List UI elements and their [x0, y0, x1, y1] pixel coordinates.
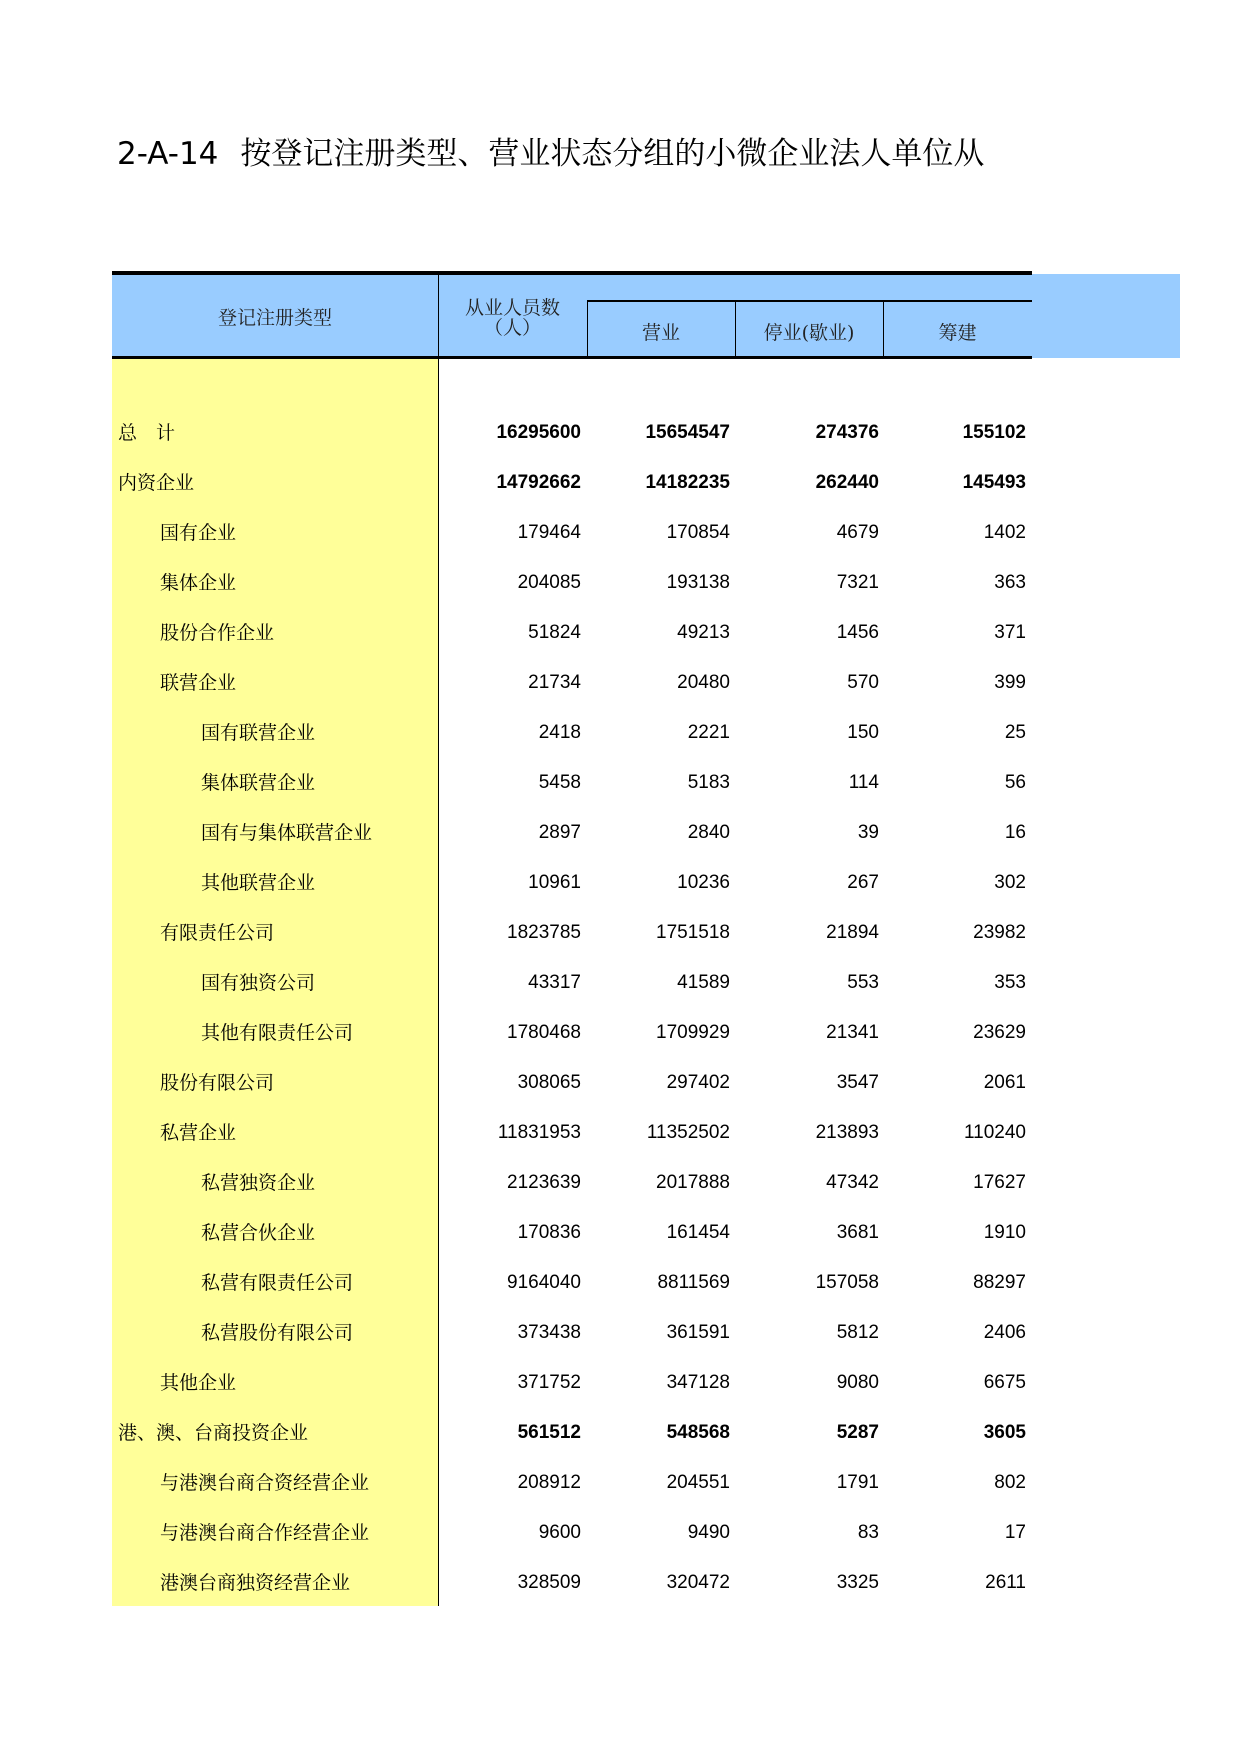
suspended-cell: 262440: [815, 472, 879, 493]
operating-cell: 49213: [677, 622, 730, 643]
row-label: 集体企业: [160, 572, 237, 594]
table-row: [112, 1263, 1032, 1303]
table-row: [112, 1313, 1032, 1353]
row-label: 私营股份有限公司: [201, 1322, 354, 1344]
table-row: [112, 913, 1032, 953]
suspended-cell: 3325: [836, 1572, 879, 1593]
preparing-cell: 23629: [973, 1022, 1026, 1043]
preparing-cell: 2061: [983, 1072, 1026, 1093]
suspended-cell: 7321: [836, 572, 879, 593]
row-label: 集体联营企业: [201, 772, 316, 794]
preparing-cell: 25: [1004, 722, 1026, 743]
operating-cell: 20480: [677, 672, 730, 693]
row-label: 港澳台商独资经营企业: [160, 1572, 351, 1594]
operating-cell: 10236: [677, 872, 730, 893]
suspended-cell: 157058: [815, 1272, 879, 1293]
preparing-cell: 353: [994, 972, 1026, 993]
employees-cell: 21734: [528, 672, 581, 693]
operating-cell: 1751518: [656, 922, 730, 943]
suspended-cell: 39: [857, 822, 879, 843]
header-suspended: 停业(歇业): [763, 322, 855, 344]
table-row: [112, 613, 1032, 653]
table-row: [112, 1513, 1032, 1553]
preparing-cell: 1910: [983, 1222, 1026, 1243]
table-row: [112, 563, 1032, 603]
employees-cell: 14792662: [496, 472, 581, 493]
row-label: 与港澳台商合作经营企业: [160, 1522, 370, 1544]
row-label: 国有与集体联营企业: [201, 822, 373, 844]
table-row: [112, 1013, 1032, 1053]
table-row: [112, 1113, 1032, 1153]
suspended-cell: 1791: [836, 1472, 879, 1493]
preparing-cell: 302: [994, 872, 1026, 893]
operating-cell: 11352502: [646, 1122, 730, 1143]
operating-cell: 193138: [666, 572, 730, 593]
operating-cell: 2221: [687, 722, 730, 743]
preparing-cell: 23982: [973, 922, 1026, 943]
header-preparing: 筹建: [938, 322, 977, 344]
employees-cell: 2418: [538, 722, 581, 743]
row-label: 其他有限责任公司: [201, 1022, 354, 1044]
suspended-cell: 3547: [836, 1072, 879, 1093]
table-row: [112, 1463, 1032, 1503]
header-employees: 从业人员数: [464, 297, 560, 319]
row-label: 股份合作企业: [160, 622, 275, 644]
operating-cell: 5183: [687, 772, 730, 793]
row-label: 有限责任公司: [160, 922, 275, 944]
row-label: 私营企业: [160, 1122, 237, 1144]
suspended-cell: 267: [847, 872, 879, 893]
operating-cell: 9490: [687, 1522, 730, 1543]
preparing-cell: 3605: [983, 1422, 1026, 1443]
table-row: [112, 813, 1032, 853]
row-label: 私营独资企业: [201, 1172, 316, 1194]
table-row: [112, 1413, 1032, 1453]
employees-cell: 9600: [538, 1522, 581, 1543]
employees-cell: 179464: [517, 522, 581, 543]
operating-cell: 170854: [666, 522, 730, 543]
preparing-cell: 56: [1004, 772, 1026, 793]
suspended-cell: 5812: [836, 1322, 879, 1343]
suspended-cell: 274376: [815, 422, 879, 443]
employees-cell: 371752: [517, 1372, 581, 1393]
row-label: 联营企业: [160, 672, 237, 694]
preparing-cell: 155102: [962, 422, 1026, 443]
suspended-cell: 114: [848, 772, 879, 793]
table-row: [112, 663, 1032, 703]
row-label: 港、澳、台商投资企业: [118, 1422, 309, 1444]
operating-cell: 41589: [677, 972, 730, 993]
operating-cell: 297402: [666, 1072, 730, 1093]
row-label: 国有企业: [160, 522, 237, 544]
operating-cell: 2840: [687, 822, 730, 843]
operating-cell: 15654547: [645, 422, 730, 443]
preparing-cell: 88297: [973, 1272, 1026, 1293]
row-label: 内资企业: [118, 472, 195, 494]
table-row: [112, 963, 1032, 1003]
preparing-cell: 399: [994, 672, 1026, 693]
table-row: [112, 1163, 1032, 1203]
operating-cell: 1709929: [656, 1022, 730, 1043]
header-operating: 营业: [641, 322, 680, 344]
operating-cell: 548568: [666, 1422, 730, 1443]
table-row: [112, 413, 1032, 453]
header-employees-unit: （人）: [483, 317, 541, 339]
suspended-cell: 150: [847, 722, 879, 743]
employees-cell: 561512: [517, 1422, 581, 1443]
table-title: 按登记注册类型、营业状态分组的小微企业法人单位从: [240, 136, 985, 172]
row-label: 股份有限公司: [160, 1072, 275, 1094]
employees-cell: 170836: [517, 1222, 581, 1243]
header-registration-type: 登记注册类型: [217, 307, 332, 329]
table-row: [112, 1363, 1032, 1403]
table-row: [112, 713, 1032, 753]
row-label: 与港澳台商合资经营企业: [160, 1472, 370, 1494]
suspended-cell: 47342: [826, 1172, 879, 1193]
preparing-cell: 6675: [983, 1372, 1026, 1393]
header-top-rule: [112, 271, 1032, 275]
table-row: [112, 513, 1032, 553]
operating-cell: 347128: [666, 1372, 730, 1393]
preparing-cell: 371: [994, 622, 1026, 643]
header-sub-rule: [587, 300, 1032, 302]
preparing-cell: 17: [1004, 1522, 1026, 1543]
employees-cell: 51824: [528, 622, 581, 643]
table-row: [112, 1063, 1032, 1103]
preparing-cell: 802: [994, 1472, 1026, 1493]
page-title: [117, 128, 1032, 173]
suspended-cell: 213893: [815, 1122, 879, 1143]
suspended-cell: 553: [847, 972, 879, 993]
row-label: 国有联营企业: [201, 722, 316, 744]
employees-cell: 43317: [528, 972, 581, 993]
preparing-cell: 1402: [983, 522, 1026, 543]
suspended-cell: 4679: [836, 522, 879, 543]
employees-cell: 10961: [528, 872, 581, 893]
employees-cell: 2897: [538, 822, 581, 843]
table-row: [112, 1213, 1032, 1253]
table-row: [112, 863, 1032, 903]
employees-cell: 1823785: [507, 922, 581, 943]
employees-cell: 16295600: [496, 422, 581, 443]
preparing-cell: 363: [994, 572, 1026, 593]
employees-cell: 1780468: [507, 1022, 581, 1043]
suspended-cell: 5287: [836, 1422, 879, 1443]
employees-cell: 208912: [517, 1472, 581, 1493]
table-row: [112, 1563, 1032, 1603]
employees-cell: 328509: [517, 1572, 581, 1593]
employees-cell: 9164040: [507, 1272, 581, 1293]
row-label: 总 计: [118, 422, 176, 444]
table-row: [112, 763, 1032, 803]
preparing-cell: 17627: [973, 1172, 1026, 1193]
employees-cell: 5458: [538, 772, 581, 793]
suspended-cell: 9080: [836, 1372, 879, 1393]
suspended-cell: 83: [857, 1522, 879, 1543]
preparing-cell: 2406: [983, 1322, 1026, 1343]
row-label: 其他联营企业: [201, 872, 316, 894]
preparing-cell: 2611: [985, 1572, 1026, 1593]
employees-cell: 204085: [517, 572, 581, 593]
operating-cell: 361591: [666, 1322, 730, 1343]
row-label: 国有独资公司: [201, 972, 316, 994]
operating-cell: 161454: [666, 1222, 730, 1243]
row-label: 其他企业: [160, 1372, 237, 1394]
suspended-cell: 3681: [836, 1222, 879, 1243]
employees-cell: 2123639: [507, 1172, 581, 1193]
table-number: 2-A-14: [117, 136, 219, 172]
employees-cell: 11831953: [497, 1122, 581, 1143]
suspended-cell: 21341: [826, 1022, 879, 1043]
preparing-cell: 110240: [964, 1122, 1026, 1143]
preparing-cell: 16: [1004, 822, 1026, 843]
employees-cell: 308065: [517, 1072, 581, 1093]
table-row: [112, 463, 1032, 503]
preparing-cell: 145493: [962, 472, 1026, 493]
suspended-cell: 1456: [836, 622, 879, 643]
operating-cell: 2017888: [656, 1172, 730, 1193]
suspended-cell: 570: [847, 672, 879, 693]
row-label: 私营合伙企业: [201, 1222, 316, 1244]
employees-cell: 373438: [517, 1322, 581, 1343]
suspended-cell: 21894: [826, 922, 879, 943]
row-label: 私营有限责任公司: [201, 1272, 354, 1294]
operating-cell: 204551: [666, 1472, 730, 1493]
operating-cell: 8811569: [657, 1272, 730, 1293]
operating-cell: 320472: [666, 1572, 730, 1593]
operating-cell: 14182235: [645, 472, 730, 493]
